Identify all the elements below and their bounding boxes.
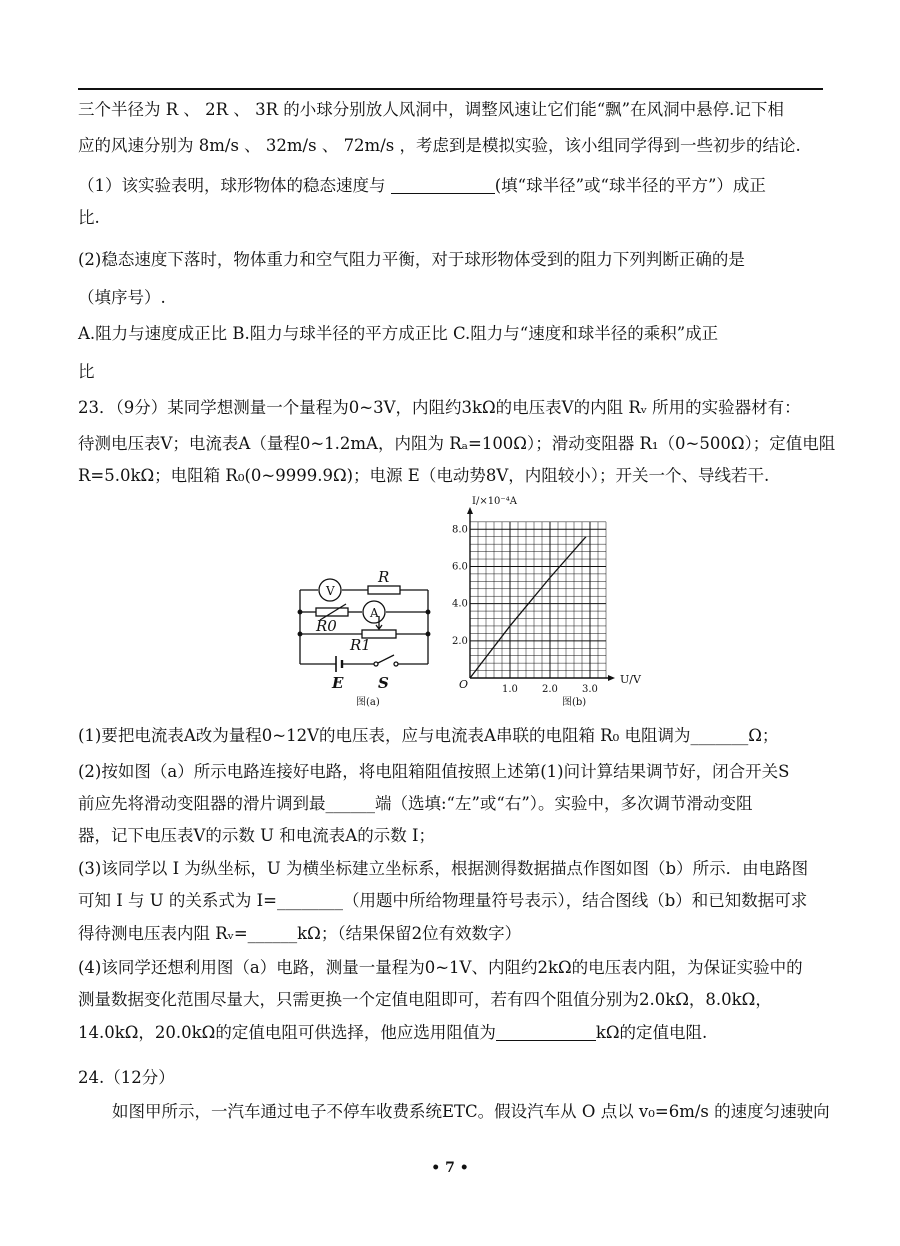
text-segment: kΩ的定值电阻. bbox=[595, 1023, 708, 1042]
text-line bbox=[78, 1021, 828, 1045]
text-line: (2)稳态速度下落时，物体重力和空气阻力平衡，对于球形物体受到的阻力下列判断正确的是 bbox=[78, 250, 745, 269]
graph-origin: O bbox=[459, 678, 469, 691]
x-axis-arrow bbox=[608, 675, 615, 681]
text-line: 得待测电压表内阻 Rᵥ=______kΩ；（结果保留2位有效数字） bbox=[78, 924, 522, 943]
answer-blank[interactable] bbox=[391, 175, 495, 194]
switch-S-label: S bbox=[378, 674, 389, 692]
resistor-R-label: R bbox=[378, 568, 390, 586]
text-line: A.阻力与速度成正比 B.阻力与球半径的平方成正比 C.阻力与“速度和球半径的乘积”成正 bbox=[78, 324, 719, 343]
text-line: R=5.0kΩ；电阻箱 R₀(0~9999.9Ω)；电源 E（电动势8V，内阻较小）；开关一个、导线若干. bbox=[78, 466, 770, 485]
figure-area bbox=[290, 492, 645, 712]
text-line: 比 bbox=[78, 362, 95, 381]
text-line: 23．（9分）某同学想测量一个量程为0~3V，内阻约3kΩ的电压表V的内阻 Rᵥ 所用的实验器材有： bbox=[78, 398, 801, 417]
text-segment: 14.0kΩ，20.0kΩ的定值电阻可供选择，他应选用阻值为 bbox=[78, 1023, 496, 1042]
figure-b-caption: 图(b) bbox=[562, 697, 587, 708]
graph-ylabel: I/×10⁻⁴A bbox=[472, 496, 517, 507]
text-line bbox=[78, 174, 828, 198]
y-tick-label: 2.0 bbox=[452, 635, 468, 647]
battery-E-label: E bbox=[332, 674, 344, 692]
text-line: 测量数据变化范围尽量大，只需更换一个定值电阻即可，若有四个阻值分别为2.0kΩ，8.0kΩ， bbox=[78, 990, 772, 1009]
y-axis-arrow bbox=[467, 507, 473, 514]
resistor-R0-label: R0 bbox=[316, 617, 337, 635]
figure-a-caption: 图(a) bbox=[356, 697, 380, 708]
x-tick-label: 1.0 bbox=[502, 684, 518, 695]
ammeter-label: A bbox=[370, 606, 379, 620]
text-line: (4)该同学还想利用图（a）电路，测量一量程为0~1V、内阻约2kΩ的电压表内阻，为保证实验中的 bbox=[78, 958, 803, 977]
text-line: 器，记下电压表V的示数 U 和电流表A的示数 I； bbox=[78, 826, 435, 845]
text-line: (3)该同学以 I 为纵坐标，U 为横坐标建立坐标系，根据测得数据描点作图如图（b）所示．由电路图 bbox=[78, 859, 809, 878]
text-line: (1)要把电流表A改为量程0~12V的电压表，应与电流表A串联的电阻箱 R₀ 电阻调为_______Ω； bbox=[78, 726, 779, 745]
answer-blank[interactable] bbox=[496, 1022, 596, 1041]
text-line: 比. bbox=[78, 208, 100, 227]
text-line: 应的风速分别为 8m/s 、 32m/s 、 72m/s ，考虑到是模拟实验，该小组同学得到一些初步的结论. bbox=[78, 136, 801, 155]
y-tick-label: 4.0 bbox=[452, 598, 468, 610]
x-tick-label: 2.0 bbox=[542, 684, 558, 695]
resistor-R bbox=[368, 586, 400, 594]
y-tick-label: 8.0 bbox=[452, 524, 468, 536]
text-line: 如图甲所示，一汽车通过电子不停车收费系统ETC。假设汽车从 O 点以 v₀=6m/s 的速度匀速驶向 bbox=[112, 1102, 830, 1121]
text-line: 前应先将滑动变阻器的滑片调到最______端（选填:“左”或“右”）。实验中，多次调节滑动变阻 bbox=[78, 794, 753, 813]
text-line: 三个半径为 R 、 2R 、 3R 的小球分别放人风洞中，调整风速让它们能“飘”在风洞中悬停.记下相 bbox=[78, 100, 784, 119]
text-line: 24.（12分） bbox=[78, 1068, 175, 1087]
graph-xlabel: U/V bbox=[620, 673, 641, 686]
top-rule bbox=[78, 88, 823, 90]
iu-graph bbox=[452, 507, 615, 695]
voltmeter-label: V bbox=[326, 584, 335, 598]
text-line: 可知 I 与 U 的关系式为 I=________（用题中所给物理量符号表示），结合图线（b）和已知数据可求 bbox=[78, 891, 808, 910]
page-number: • 7 • bbox=[431, 1160, 469, 1176]
y-tick-label: 6.0 bbox=[452, 561, 468, 573]
text-line: 待测电压表V；电流表A（量程0~1.2mA，内阻为 Rₐ=100Ω）；滑动变阻器 R₁（0~500Ω）；定值电阻 bbox=[78, 434, 836, 453]
data-series-line bbox=[470, 537, 586, 678]
text-line: (2)按如图（a）所示电路连接好电路，将电阻箱阻值按照上述第(1)问计算结果调节好，闭合开关S bbox=[78, 762, 790, 781]
x-tick-label: 3.0 bbox=[582, 684, 598, 695]
figures-svg bbox=[290, 492, 645, 712]
text-segment: （1）该实验表明，球形物体的稳态速度与 bbox=[78, 176, 391, 195]
text-segment: (填“球半径”或“球半径的平方”）成正 bbox=[494, 176, 766, 195]
text-line: （填序号）. bbox=[78, 288, 166, 307]
rheostat-R1-label: R1 bbox=[350, 636, 371, 654]
